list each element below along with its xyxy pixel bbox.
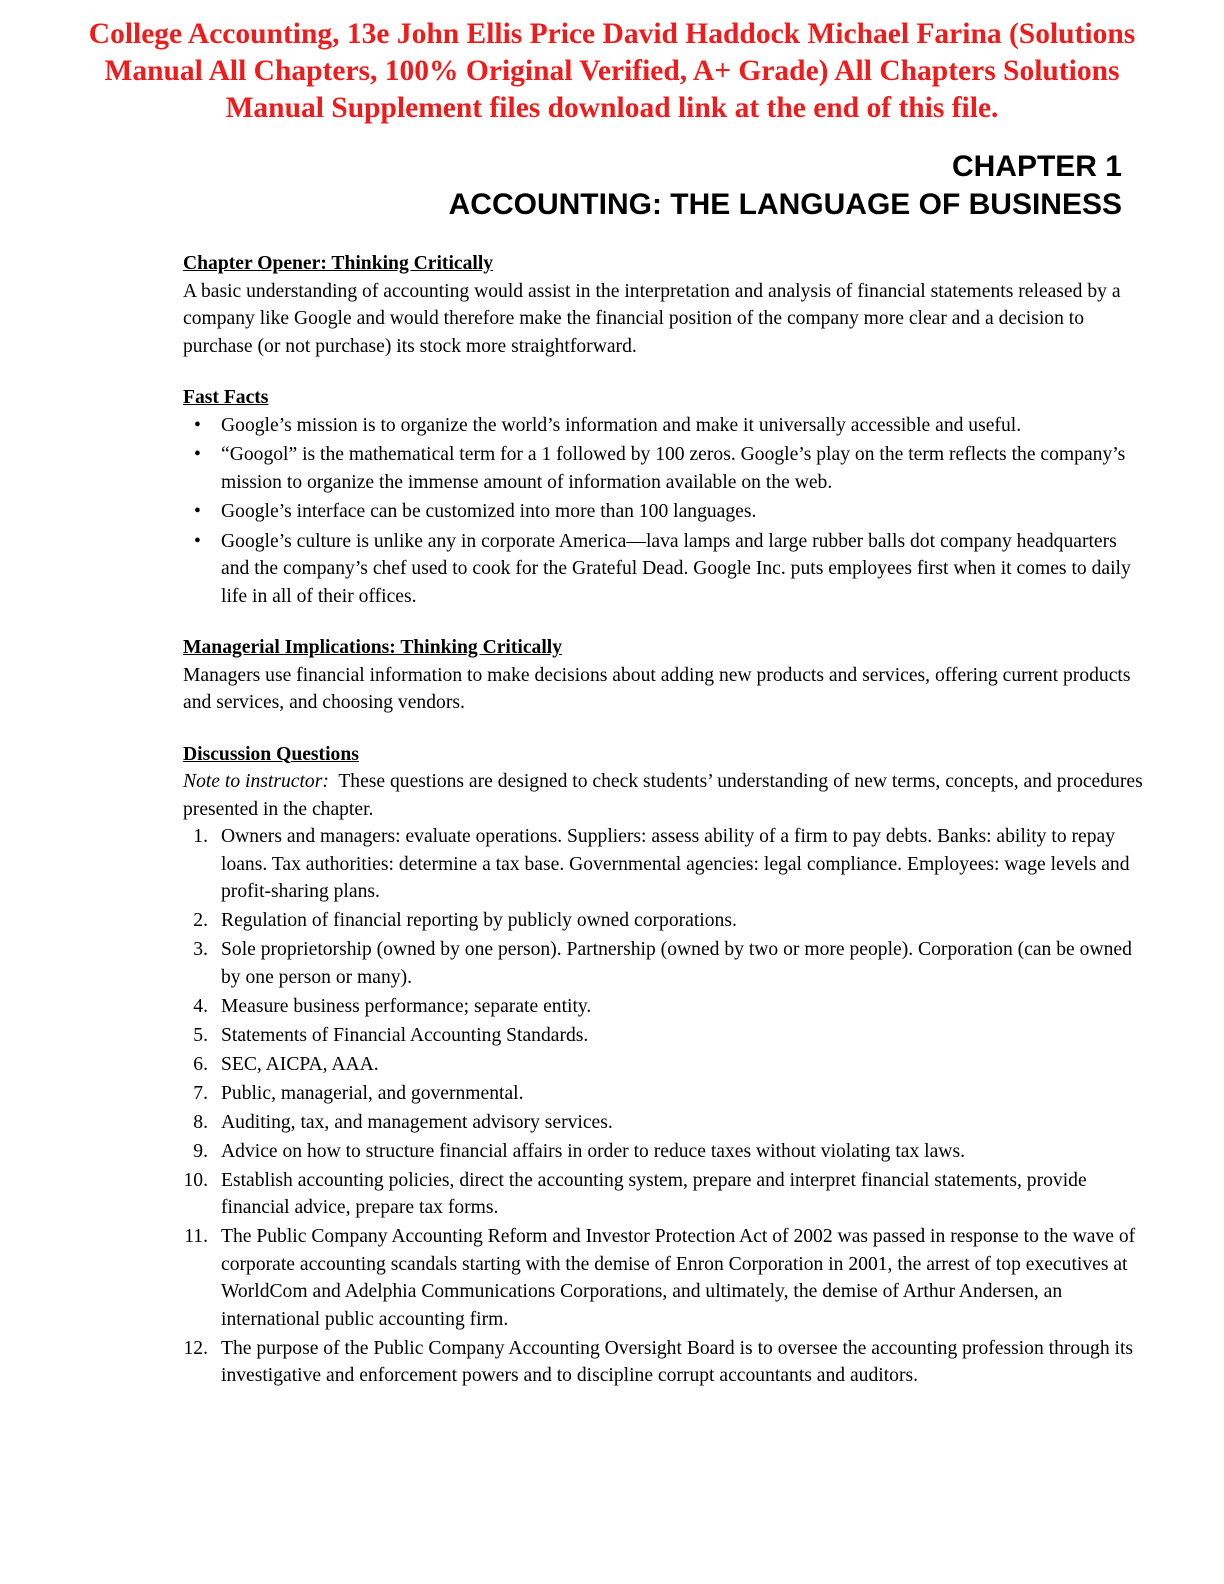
managerial-implications-text: Managers use financial information to make decisions about adding new products and services, offering current products and services, and choosing vendors. — [183, 664, 1131, 713]
discussion-answers-list — [183, 823, 1143, 1390]
bullet-icon: • — [194, 530, 201, 552]
instructor-note — [183, 768, 1143, 823]
list-item — [183, 528, 1143, 611]
answer-text: Owners and managers: evaluate operations. Suppliers: assess ability of a firm to pay debts. Banks: ability to repay loans. Tax authorities: determine a tax base. Governmental agencies: legal compliance. Employees: wage levels and profit-sharing plans. — [221, 826, 1130, 902]
banner-line-1: College Accounting, 13e John Ellis Price David Haddock Michael Farina (Solutions — [88, 18, 1136, 50]
item-number: 11. — [184, 1226, 208, 1247]
chapter-opener-text: A basic understanding of accounting would assist in the interpretation and analysis of financial statements released by a company like Google and would therefore make the financial position of the company more clear and a decision to purchase (or not purchase) its stock more straightforward. — [183, 280, 1121, 357]
bullet-icon: • — [194, 444, 201, 465]
item-number: 3. — [193, 939, 208, 960]
list-item — [183, 993, 1143, 1021]
chapter-header — [449, 148, 1122, 224]
answer-text: The Public Company Accounting Reform and Investor Protection Act of 2002 was passed in response to the wave of corporate accounting scandals starting with the demise of Enron Corporation in 2001, the arrest of top executives at WorldCom and Adelphia Communications Corporations, and ultimately, the demise of Arthur Andersen, an international public accounting firm. — [221, 1226, 1136, 1330]
chapter-number: CHAPTER 1 — [951, 150, 1122, 183]
list-item — [183, 498, 1143, 526]
list-item — [183, 1051, 1143, 1079]
item-number: 6. — [193, 1053, 208, 1075]
list-item — [183, 1335, 1143, 1390]
instructor-note-text: These questions are designed to check students’ understanding of new terms, concepts, and procedures presented in the chapter. — [183, 771, 1143, 820]
promo-banner — [0, 16, 1224, 127]
managerial-implications-heading: Managerial Implications: Thinking Critically — [183, 637, 563, 658]
answer-text: Measure business performance; separate entity. — [221, 995, 592, 1017]
banner-line-2: Manual All Chapters, 100% Original Verified, A+ Grade) All Chapters Solutions — [104, 55, 1120, 87]
instructor-note-label: Note to instructor: — [183, 771, 329, 792]
list-item — [183, 412, 1143, 440]
discussion-questions-section — [183, 741, 1143, 1390]
fact-text: “Googol” is the mathematical term for a 1 followed by 100 zeros. Google’s play on the term reflects the company’s mission to organize the immense amount of information available on the web. — [221, 444, 1126, 493]
answer-text: Establish accounting policies, direct the accounting system, prepare and interpret financial statements, provide financial advice, prepare tax forms. — [221, 1169, 1087, 1218]
item-number: 4. — [193, 995, 208, 1017]
item-number: 12. — [183, 1337, 208, 1359]
answer-text: Statements of Financial Accounting Standards. — [221, 1024, 589, 1046]
document-body — [183, 250, 1143, 1391]
fast-facts-list — [183, 412, 1143, 611]
list-item — [183, 1138, 1143, 1166]
bullet-icon: • — [194, 501, 201, 522]
answer-text: Sole proprietorship (owned by one person). Partnership (owned by two or more people). Corporation (can be owned by one person or many). — [221, 939, 1132, 988]
answer-text: Auditing, tax, and management advisory services. — [221, 1111, 613, 1133]
fast-facts-heading: Fast Facts — [183, 387, 269, 408]
list-item — [183, 936, 1143, 991]
answer-text: Public, managerial, and governmental. — [221, 1082, 524, 1104]
chapter-opener-heading: Chapter Opener: Thinking Critically — [183, 253, 494, 274]
item-number: 8. — [193, 1111, 208, 1133]
bullet-icon: • — [194, 414, 201, 436]
answer-text: SEC, AICPA, AAA. — [221, 1053, 379, 1075]
chapter-opener-section — [183, 250, 1143, 360]
chapter-title: ACCOUNTING: THE LANGUAGE OF BUSINESS — [448, 188, 1122, 221]
fact-text: Google’s mission is to organize the world’s information and make it universally accessible and useful. — [221, 414, 1022, 436]
item-number: 5. — [193, 1024, 208, 1046]
answer-text: The purpose of the Public Company Accounting Oversight Board is to oversee the accounting profession through its investigative and enforcement powers and to discipline corrupt accountants and auditors. — [221, 1337, 1134, 1386]
fact-text: Google’s interface can be customized into more than 100 languages. — [221, 501, 757, 522]
item-number: 10. — [183, 1169, 208, 1191]
item-number: 1. — [193, 826, 208, 847]
list-item — [183, 1167, 1143, 1222]
list-item — [183, 907, 1143, 935]
list-item — [183, 1080, 1143, 1108]
item-number: 9. — [193, 1140, 208, 1162]
answer-text: Regulation of financial reporting by publicly owned corporations. — [221, 910, 737, 931]
answer-text: Advice on how to structure financial affairs in order to reduce taxes without violating tax laws. — [221, 1140, 965, 1162]
list-item — [183, 823, 1143, 906]
managerial-implications-section — [183, 634, 1143, 717]
list-item — [183, 1223, 1143, 1333]
list-item — [183, 1109, 1143, 1137]
fast-facts-section — [183, 384, 1143, 610]
discussion-questions-heading: Discussion Questions — [183, 743, 359, 765]
fact-text: Google’s culture is unlike any in corporate America—lava lamps and large rubber balls dot company headquarters and the company’s chef used to cook for the Grateful Dead. Google Inc. puts employees first when it comes to daily life in all of their offices. — [221, 530, 1131, 607]
item-number: 7. — [193, 1082, 208, 1104]
item-number: 2. — [193, 910, 208, 931]
banner-line-3: Manual Supplement files download link at the end of this file. — [225, 92, 999, 124]
list-item — [183, 1022, 1143, 1050]
list-item — [183, 441, 1143, 496]
